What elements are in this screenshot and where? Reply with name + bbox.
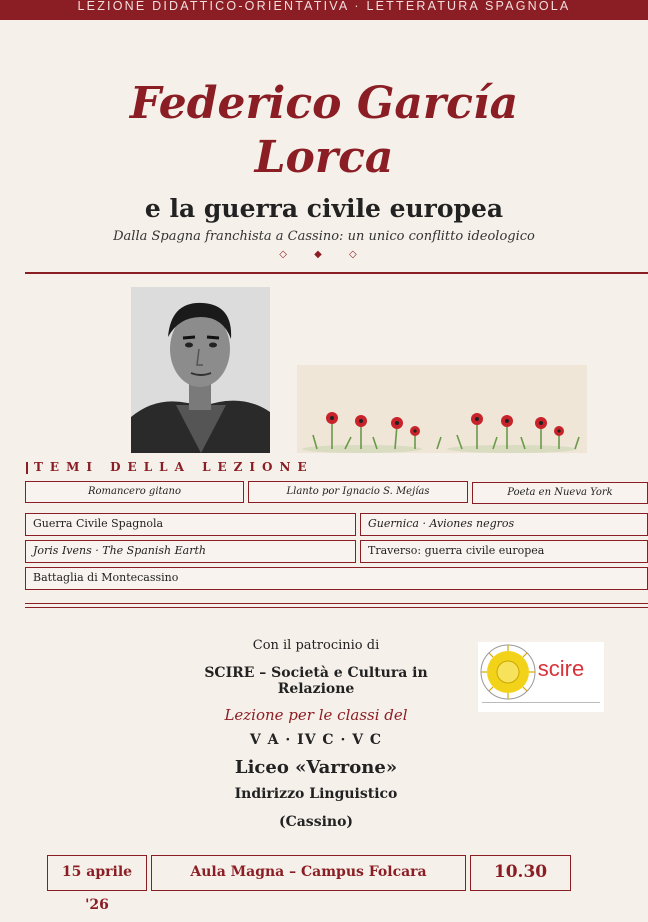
theme-spanish-earth: Joris Ivens · The Spanish Earth — [25, 540, 356, 563]
themes-heading: TEMI DELLA LEZIONE — [34, 460, 314, 474]
lorca-portrait — [131, 287, 270, 453]
divider-line-1 — [25, 603, 648, 604]
top-banner: LEZIONE DIDATTICO-ORIENTATIVA · LETTERATURA SPAGNOLA — [0, 0, 648, 20]
theme-llanto: Llanto por Ignacio S. Mejías — [248, 481, 468, 503]
school-name: Liceo «Varrone» — [234, 757, 398, 778]
divider-line-2 — [25, 607, 648, 608]
school-track: Indirizzo Linguistico — [234, 786, 398, 802]
theme-poeta: Poeta en Nueva York — [472, 482, 648, 504]
theme-montecassino: Battaglia di Montecassino — [25, 567, 648, 590]
school-city: (Cassino) — [278, 814, 354, 830]
poppies-illustration — [297, 365, 587, 453]
scire-logo — [478, 642, 604, 712]
title-name-line: Federico García — [129, 78, 519, 129]
theme-guerra-civile: Guerra Civile Spagnola — [25, 513, 356, 536]
theme-guernica: Guernica · Aviones negros — [360, 513, 648, 536]
lesson-intro: Lezione per le classi del — [224, 706, 408, 724]
diamond-ornament: ◇ ◆ ◇ — [279, 249, 369, 260]
svg-text:scire: scire — [537, 656, 585, 681]
section-rule-top — [25, 272, 648, 274]
event-date: 15 aprile '26 — [47, 855, 147, 891]
poppy-field-icon — [297, 365, 587, 453]
event-place: Aula Magna – Campus Folcara — [151, 855, 466, 891]
title-surname-line: Lorca — [254, 132, 394, 183]
patronage-org: SCIRE – Società e Cultura in Relazione — [204, 665, 428, 697]
portrait-illustration — [131, 287, 270, 453]
event-time: 10.30 — [470, 855, 571, 891]
patronage-intro: Con il patrocinio di — [252, 638, 380, 653]
title-topic-line: e la guerra civile europea — [144, 194, 504, 223]
scire-seal-icon — [478, 642, 604, 712]
theme-traverso: Traverso: guerra civile europea — [360, 540, 648, 563]
themes-marker — [26, 462, 28, 474]
theme-romancero: Romancero gitano — [25, 481, 244, 503]
classes: V A · IV C · V C — [249, 732, 383, 748]
subtitle: Dalla Spagna franchista a Cassino: un unico conflitto ideologico — [113, 229, 535, 244]
